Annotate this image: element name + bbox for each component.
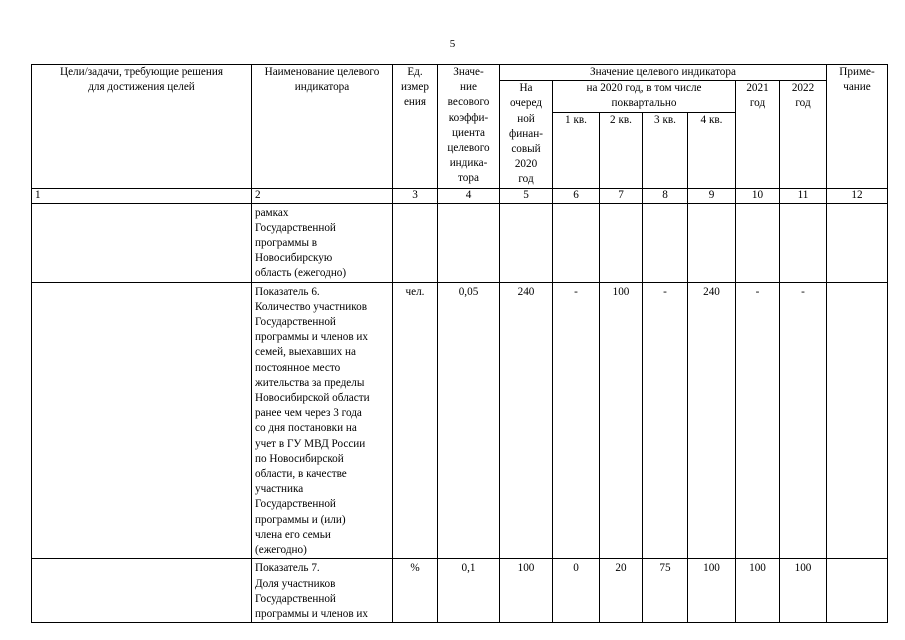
- y2022-cell: -: [780, 282, 827, 559]
- column-number: 2: [252, 188, 393, 203]
- table-row: [32, 282, 888, 559]
- indicator-cell: Показатель 7. Доля участников Государственной программы и членов их: [252, 559, 393, 623]
- next-year-cell: 240: [500, 282, 553, 559]
- header-goals: Цели/задачи, требующие решения для достижения целей: [32, 65, 252, 189]
- table-row: [32, 559, 888, 623]
- column-number: 10: [736, 188, 780, 203]
- unit-cell: [393, 203, 438, 282]
- q2-cell: [600, 203, 643, 282]
- next-year-cell: [500, 203, 553, 282]
- q1-cell: 0: [553, 559, 600, 623]
- q4-cell: 100: [688, 559, 736, 623]
- column-number: 8: [643, 188, 688, 203]
- q4-cell: [688, 203, 736, 282]
- header-q3: 3 кв.: [643, 112, 688, 188]
- table-row: [32, 203, 888, 282]
- y2022-cell: [780, 203, 827, 282]
- y2022-cell: 100: [780, 559, 827, 623]
- q1-cell: -: [553, 282, 600, 559]
- column-number-row: [32, 188, 888, 203]
- unit-cell: %: [393, 559, 438, 623]
- note-cell: [827, 282, 888, 559]
- column-number: 4: [438, 188, 500, 203]
- y2021-cell: 100: [736, 559, 780, 623]
- column-number: 11: [780, 188, 827, 203]
- column-number: 7: [600, 188, 643, 203]
- header-indicator-name: Наименование целевого индикатора: [252, 65, 393, 189]
- indicator-cell: Показатель 6. Количество участников Государственной программы и членов их семей, выехавших на постоянное место жительства за пределы Новосибирской области ранее чем через 3 года со дня постановки на учет в ГУ МВД России по Новосибирской области, в качестве участника Государственной программы и (или) члена его семьи (ежегодно): [252, 282, 393, 559]
- goal-cell: [32, 203, 252, 282]
- indicator-cell: рамках Государственной программы в Новосибирскую область (ежегодно): [252, 203, 393, 282]
- q1-cell: [553, 203, 600, 282]
- next-year-cell: 100: [500, 559, 553, 623]
- header-2021: 2021 год: [736, 81, 780, 188]
- header-next-financial-year: На очеред ной финан- совый 2020 год: [500, 81, 553, 188]
- unit-cell: чел.: [393, 282, 438, 559]
- header-unit: Ед. измер ения: [393, 65, 438, 189]
- column-number: 3: [393, 188, 438, 203]
- q3-cell: [643, 203, 688, 282]
- q2-cell: 20: [600, 559, 643, 623]
- weight-cell: 0,1: [438, 559, 500, 623]
- q3-cell: -: [643, 282, 688, 559]
- header-2022: 2022 год: [780, 81, 827, 188]
- column-number: 1: [32, 188, 252, 203]
- q2-cell: 100: [600, 282, 643, 559]
- column-number: 9: [688, 188, 736, 203]
- header-q2: 2 кв.: [600, 112, 643, 188]
- goal-cell: [32, 559, 252, 623]
- note-cell: [827, 559, 888, 623]
- header-q1: 1 кв.: [553, 112, 600, 188]
- goal-cell: [32, 282, 252, 559]
- header-row-1: [32, 65, 888, 81]
- note-cell: [827, 203, 888, 282]
- page-number: 5: [449, 38, 456, 50]
- header-q4: 4 кв.: [688, 112, 736, 188]
- header-2020-quarterly: на 2020 год, в том числе поквартально: [553, 81, 736, 112]
- weight-cell: 0,05: [438, 282, 500, 559]
- target-indicators-table: [31, 64, 888, 623]
- y2021-cell: -: [736, 282, 780, 559]
- weight-cell: [438, 203, 500, 282]
- q3-cell: 75: [643, 559, 688, 623]
- column-number: 12: [827, 188, 888, 203]
- header-weight: Значе- ние весового коэффи- циента целевого индика- тора: [438, 65, 500, 189]
- q4-cell: 240: [688, 282, 736, 559]
- column-number: 6: [553, 188, 600, 203]
- y2021-cell: [736, 203, 780, 282]
- column-number: 5: [500, 188, 553, 203]
- header-note: Приме- чание: [827, 65, 888, 189]
- header-value-group: Значение целевого индикатора: [500, 65, 827, 81]
